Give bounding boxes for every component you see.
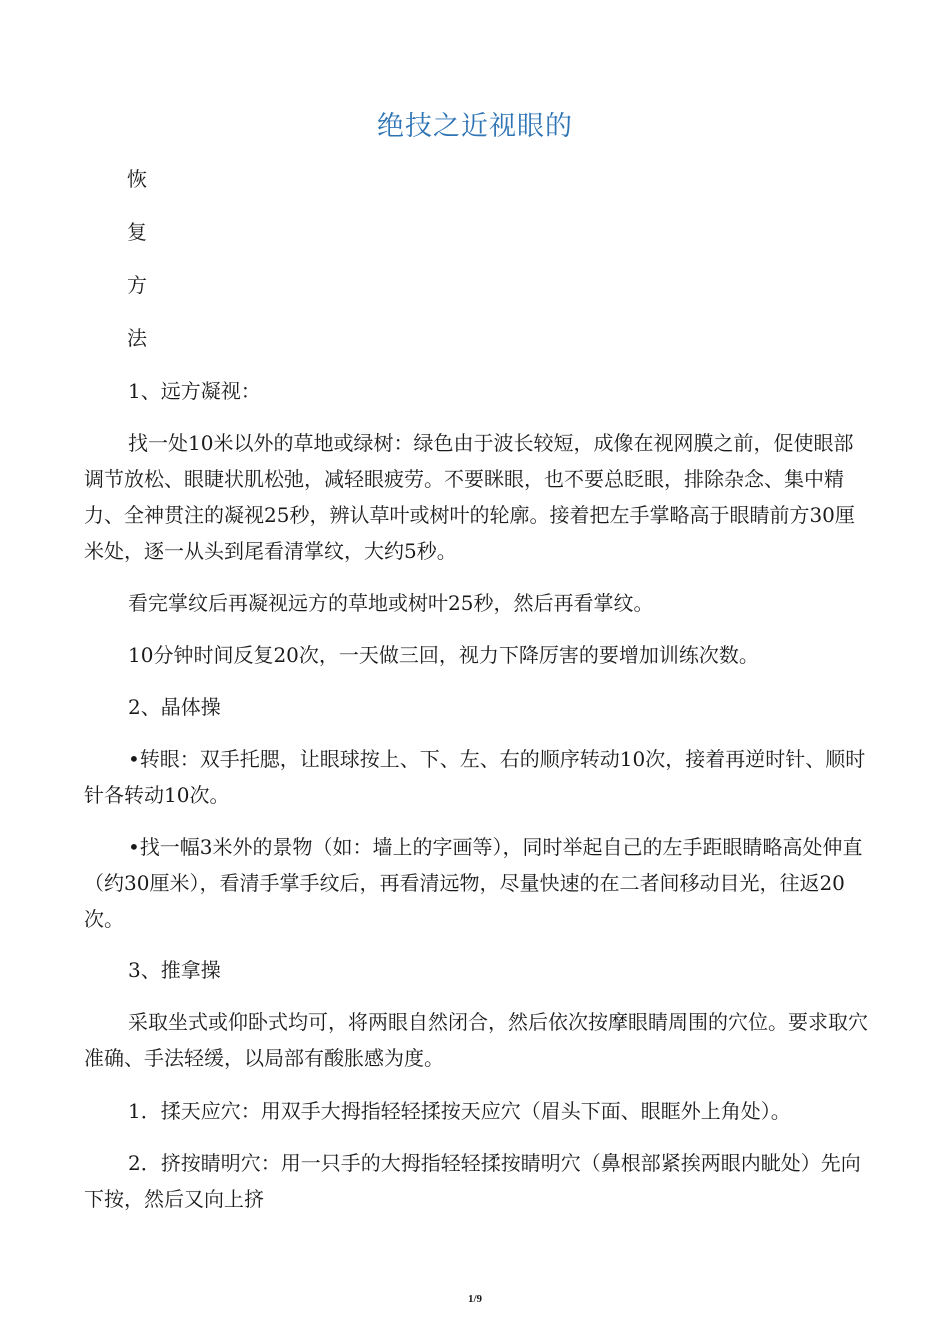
paragraph-distant-gaze: 找一处10米以外的草地或绿树：绿色由于波长较短，成像在视网膜之前，促使眼部调节放松、眼睫状肌松弛，减轻眼疲劳。不要眯眼，也不要总眨眼，排除杂念、集中精力、全神贯注的凝视25秒，辨认草叶或树叶的轮廓。接着把左手掌略高于眼睛前方30厘米处，逐一从头到尾看清掌纹，大约5秒。 <box>84 431 855 563</box>
document-title: 绝技之近视眼的 <box>377 111 573 142</box>
paragraph-eye-rotation: •转眼：双手托腮，让眼球按上、下、左、右的顺序转动10次，接着再逆时针、顺时针各转动10次。 <box>84 747 866 807</box>
section-heading-3: 3、推拿操 <box>128 958 221 982</box>
paragraph-focus-shift: •找一幅3米外的景物（如：墙上的字画等），同时举起自己的左手距眼睛略高处伸直（约30厘米），看清手掌手纹后，再看清远物，尽量快速的在二者间移动目光，往返20次。 <box>84 835 863 931</box>
section-heading-2: 2、晶体操 <box>128 695 221 719</box>
paragraph-palm-lines: 看完掌纹后再凝视远方的草地或树叶25秒，然后再看掌纹。 <box>128 591 654 615</box>
paragraph-repetition: 10分钟时间反复20次，一天做三回，视力下降厉害的要增加训练次数。 <box>128 643 759 667</box>
page-number: 1/9 <box>467 1293 483 1305</box>
vertical-char-1: 恢 <box>127 167 147 191</box>
section-heading-1: 1、远方凝视： <box>128 379 261 403</box>
paragraph-tianying-point: 1．揉天应穴：用双手大拇指轻轻揉按天应穴（眉头下面、眼眶外上角处）。 <box>128 1099 791 1123</box>
paragraph-massage-intro: 采取坐式或仰卧式均可，将两眼自然闭合，然后依次按摩眼睛周围的穴位。要求取穴准确、手法轻缓，以局部有酸胀感为度。 <box>84 1010 868 1070</box>
paragraph-jingming-point: 2．挤按睛明穴：用一只手的大拇指轻轻揉按睛明穴（鼻根部紧挨两眼内眦处）先向下按，然后又向上挤 <box>84 1151 861 1211</box>
vertical-char-3: 方 <box>127 273 147 297</box>
vertical-char-2: 复 <box>127 220 147 244</box>
vertical-char-4: 法 <box>127 326 147 350</box>
